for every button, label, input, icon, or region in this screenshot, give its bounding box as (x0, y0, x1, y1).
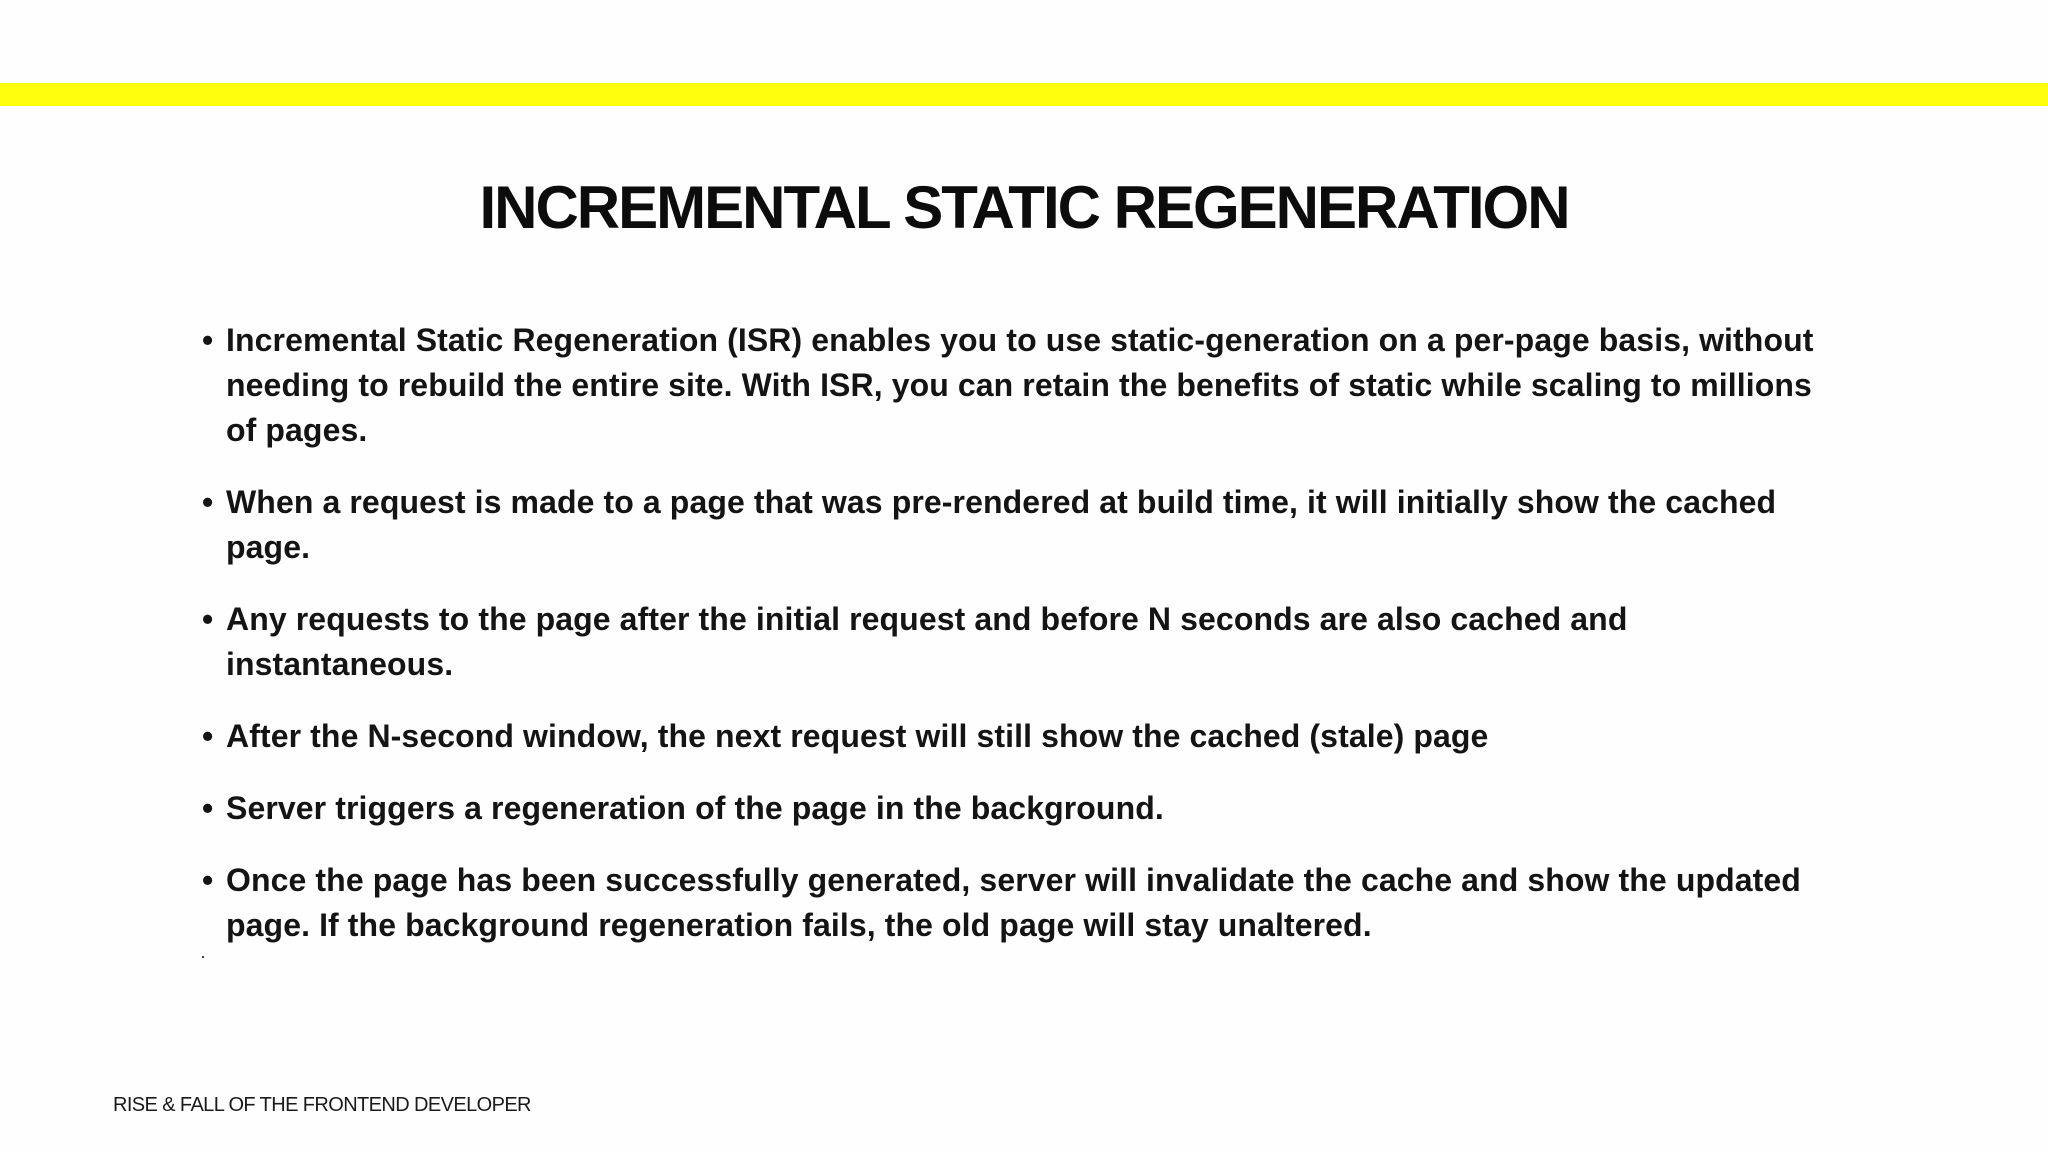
slide-title: INCREMENTAL STATIC REGENERATION (479, 174, 1569, 241)
bullet-text: Once the page has been successfully generated, server will invalidate the cache and show the updated page. If the background regeneration fails, the old page will stay unaltered. (226, 862, 1801, 943)
bullet-item (202, 786, 1842, 831)
bullet-item (202, 480, 1842, 570)
slide-footer: RISE & FALL OF THE FRONTEND DEVELOPER (113, 1094, 531, 1116)
bullet-dot-icon: • (202, 601, 214, 637)
bullet-text: Incremental Static Regeneration (ISR) enables you to use static-generation on a per-page basis, without needing to rebuild the entire site. With ISR, you can retain the benefits of static while scaling to millions of pages. (226, 322, 1814, 448)
bullet-dot-icon: • (202, 790, 214, 826)
stray-mark (202, 956, 204, 958)
accent-bar (0, 83, 2048, 106)
bullet-list (202, 318, 1842, 975)
bullet-item (202, 858, 1842, 948)
bullet-item (202, 597, 1842, 687)
bullet-dot-icon: • (202, 862, 214, 898)
bullet-dot-icon: • (202, 718, 214, 754)
bullet-text: When a request is made to a page that was pre-rendered at build time, it will initially show the cached page. (226, 484, 1777, 565)
bullet-item (202, 318, 1842, 453)
bullet-dot-icon: • (202, 322, 214, 358)
bullet-text: Server triggers a regeneration of the page in the background. (226, 790, 1164, 826)
bullet-item (202, 714, 1842, 759)
bullet-text: Any requests to the page after the initial request and before N seconds are also cached and instantaneous. (226, 601, 1628, 682)
bullet-text: After the N-second window, the next request will still show the cached (stale) page (226, 718, 1489, 754)
bullet-dot-icon: • (202, 484, 214, 520)
